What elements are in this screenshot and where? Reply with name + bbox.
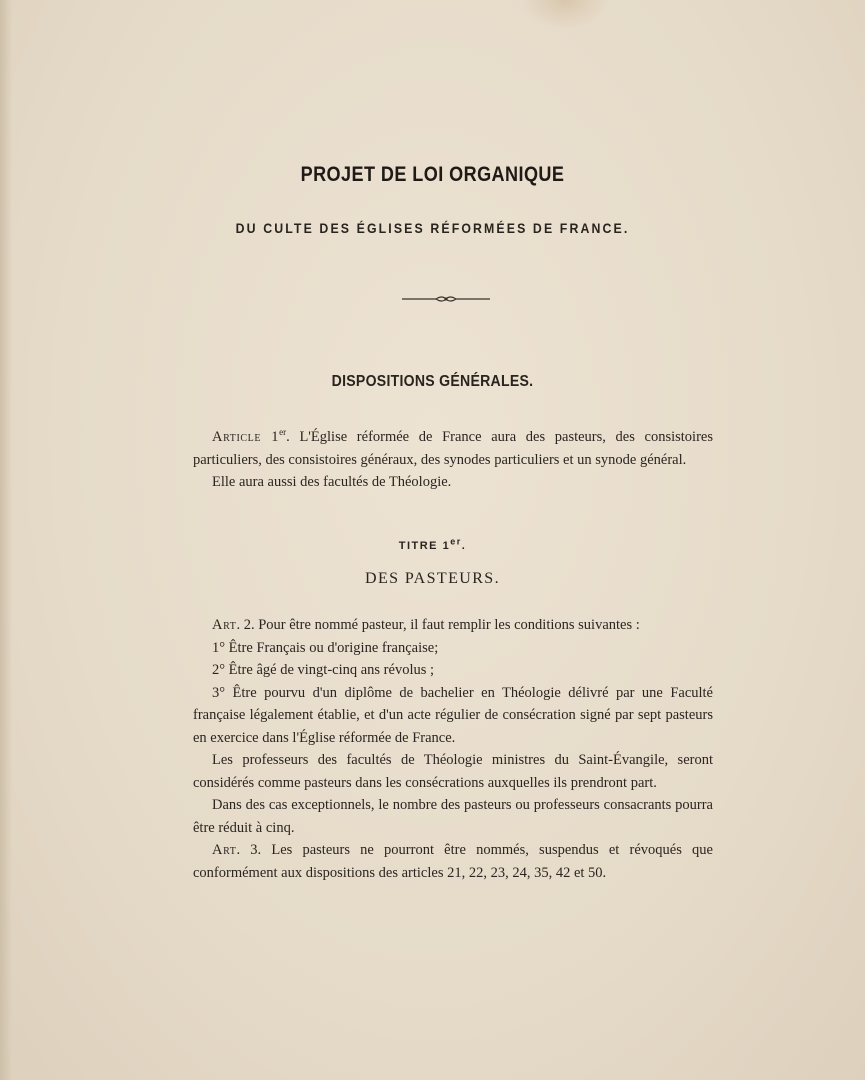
article-2-professeurs-paragraph: Les professeurs des facultés de Théologie ministres du Saint-Évangile, seront considérés comme pasteurs dans les consécrations auxquelles ils prendront part. bbox=[193, 752, 713, 791]
article-1-second-paragraph: Elle aura aussi des facultés de Théologie. bbox=[212, 474, 452, 490]
article-1-label-sup: er bbox=[279, 427, 287, 438]
document-subtitle: DU CULTE DES ÉGLISES RÉFORMÉES DE FRANCE. bbox=[235, 220, 630, 236]
article-2-condition-1: 1° Être Français ou d'origine française; bbox=[212, 639, 439, 656]
article-3-label: Art bbox=[212, 842, 237, 858]
titre-label bbox=[0, 536, 865, 552]
section-heading: DISPOSITIONS GÉNÉRALES. bbox=[331, 373, 534, 390]
document-title: PROJET DE LOI ORGANIQUE bbox=[300, 163, 565, 186]
article-2-label: Art bbox=[212, 617, 237, 633]
titre-label-end: . bbox=[461, 540, 467, 552]
article-2-text: . 2. Pour être nommé pasteur, il faut remplir les conditions suivantes : bbox=[236, 617, 640, 633]
titre-label-sup: er bbox=[450, 536, 462, 547]
article-3-text: . 3. Les pasteurs ne pourront être nommés, suspendus et révoqués que conformément aux dispositions des articles 21, 22, 23, 24, 35, 42 et 50. bbox=[193, 842, 713, 881]
article-2-condition-3: 3° Être pourvu d'un diplôme de bachelier en Théologie délivré par une Faculté française légalement établie, et d'un acte régulier de consécration signé par sept pasteurs en exercice dans l'Église réformée de France. bbox=[193, 684, 713, 746]
article-1-label: Article 1 bbox=[212, 429, 280, 445]
article-2-cas-paragraph: Dans des cas exceptionnels, le nombre des pasteurs ou professeurs consacrants pourra être réduit à cinq. bbox=[193, 797, 713, 836]
titre-label-text: TITRE 1 bbox=[398, 540, 451, 552]
article-2-condition-2: 2° Être âgé de vingt-cinq ans révolus ; bbox=[212, 662, 435, 678]
article-1-text: . L'Église réformée de France aura des pasteurs, des consistoires particuliers, des consistoires généraux, des synodes particuliers et un synode général. bbox=[193, 429, 713, 468]
article-3-paragraph bbox=[193, 839, 713, 884]
article-1-block bbox=[193, 426, 713, 494]
article-2-3-block bbox=[193, 614, 713, 884]
article-2-paragraph bbox=[193, 614, 713, 637]
article-1-paragraph bbox=[193, 426, 713, 471]
ornament-divider-icon bbox=[402, 292, 490, 306]
titre-name: DES PASTEURS. bbox=[365, 570, 500, 587]
